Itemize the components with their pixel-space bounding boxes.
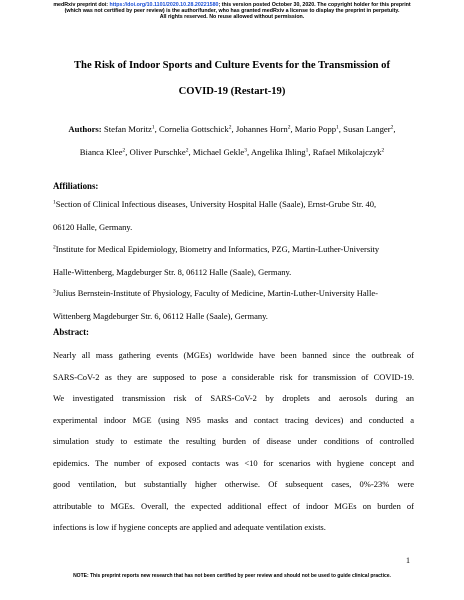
author-name: Mario Popp (294, 124, 337, 134)
author-name: Michael Gekle (192, 147, 245, 157)
authors-label: Authors: (68, 124, 102, 134)
author-line-2: Bianca Klee$^2$, Oliver Purschke$^2$, Michael Gekle$^3$, Angelika Ihling$^1$, Rafael Mikolajczyk$^2$ (79, 147, 385, 157)
abstract-line: attributable to MGEs. Overall, the expected additional effect of indoor MGEs on burden of (53, 500, 414, 511)
author-list (44, 118, 420, 164)
abstract-text (53, 345, 414, 539)
author-name: Angelika Ihling (250, 147, 306, 157)
author-name: Johannes Horn (235, 124, 288, 134)
title-line-2: COVID-19 (Restart-19) (178, 86, 286, 97)
author-name: Cornelia Gottschick (158, 124, 229, 134)
preprint-header-line-3: All rights reserved. No reuse allowed without permission. (159, 14, 305, 21)
footer-note: NOTE: This preprint reports new research that has not been certified by peer review and should not be used to guide clinical practice. (73, 573, 391, 579)
affiliation-number: 2 (53, 244, 56, 251)
abstract-line: experimental indoor MGE (using N95 masks and contact tracing devices) and conducted a (53, 414, 414, 425)
title-line-1: The Risk of Indoor Sports and Culture Events for the Transmission of (73, 60, 390, 71)
author-name: Stefan Moritz (101, 124, 152, 134)
author-name: Bianca Klee (79, 147, 123, 157)
doi-link[interactable]: https://doi.org/10.1101/2020.10.28.20221580 (109, 2, 219, 8)
author-affiliation-mark: 2 (185, 147, 189, 154)
abstract-heading: Abstract: (53, 327, 89, 337)
author-affiliation-mark: 2 (228, 124, 232, 131)
author-affiliation-mark: 2 (122, 147, 126, 154)
affiliation-1: $^1$Section of Clinical Infectious diseases, University Hospital Halle (Saale), Ernst-Grube Str. 40, 06120 Halle, Germany. (53, 199, 377, 232)
abstract-line: Nearly all mass gathering events (MGEs) worldwide have been banned since the outbreak of (53, 350, 414, 360)
preprint-header-line-1: medRxiv preprint doi: https://doi.org/10.1101/2020.10.28.20221580; this version posted October 30, 2020. The copyright holder for this preprint (53, 2, 411, 8)
author-affiliation-mark: 2 (381, 147, 385, 154)
abstract-line: SARS-CoV-2 as they are supposed to pose a considerable risk for transmission of COVID-19. (53, 371, 414, 382)
author-affiliation-mark: 1 (305, 147, 309, 154)
paper-title (40, 53, 424, 105)
author-line-1: Authors: Stefan Moritz$^1$, Cornelia Gottschick$^2$, Johannes Horn$^2$, Mario Popp$^1$, Susan Langer$^2$, (68, 124, 396, 134)
author-affiliation-mark: 1 (336, 124, 339, 131)
author-name: Susan Langer (343, 124, 391, 134)
abstract-line: infections is low if hygiene concepts are applied and adequate ventilation exists. (53, 522, 326, 532)
abstract-line: We investigated transmission risk of SARS-CoV-2 by droplets and aerosols during an (53, 393, 414, 403)
author-affiliation-mark: 2 (390, 124, 394, 131)
affiliation-2: $^2$Institute for Medical Epidemiology, Biometry and Informatics, PZG, Martin-Luther-University Halle-Wittenberg, Magdeburger Str. 8, 06112 Halle (Saale), Germany. (53, 244, 380, 277)
abstract-line: simulation study to estimate the resulting burden of disease under conditions of controlled (53, 436, 414, 446)
abstract-line: good ventilation, but substantially higher otherwise. Of subsequent cases, 0%-23% were (53, 479, 414, 489)
author-name: Rafael Mikolajczyk (312, 147, 382, 157)
affiliation-number: 3 (53, 288, 56, 295)
preprint-header-line-2: (which was not certified by peer review) is the author/funder, who has granted medRxiv a license to display the preprint in perpetuity. (64, 8, 400, 15)
author-name: Oliver Purschke (129, 147, 186, 157)
page-number: 1 (406, 556, 410, 565)
preprint-header (0, 2, 464, 21)
affiliation-3: $^3$Julius Bernstein-Institute of Physiology, Faculty of Medicine, Martin-Luther-University Halle- Wittenberg Magdeburger Str. 6, 06112 Halle (Saale), Germany. (53, 288, 378, 321)
abstract-line: epidemics. The number of exposed contacts was <10 for scenarios with hygiene concept and (53, 457, 414, 468)
affiliation-number: 1 (53, 199, 56, 206)
author-affiliation-mark: 3 (244, 147, 247, 154)
author-affiliation-mark: 1 (151, 124, 155, 131)
author-affiliation-mark: 2 (287, 124, 291, 131)
affiliations-heading: Affiliations: (53, 181, 99, 191)
